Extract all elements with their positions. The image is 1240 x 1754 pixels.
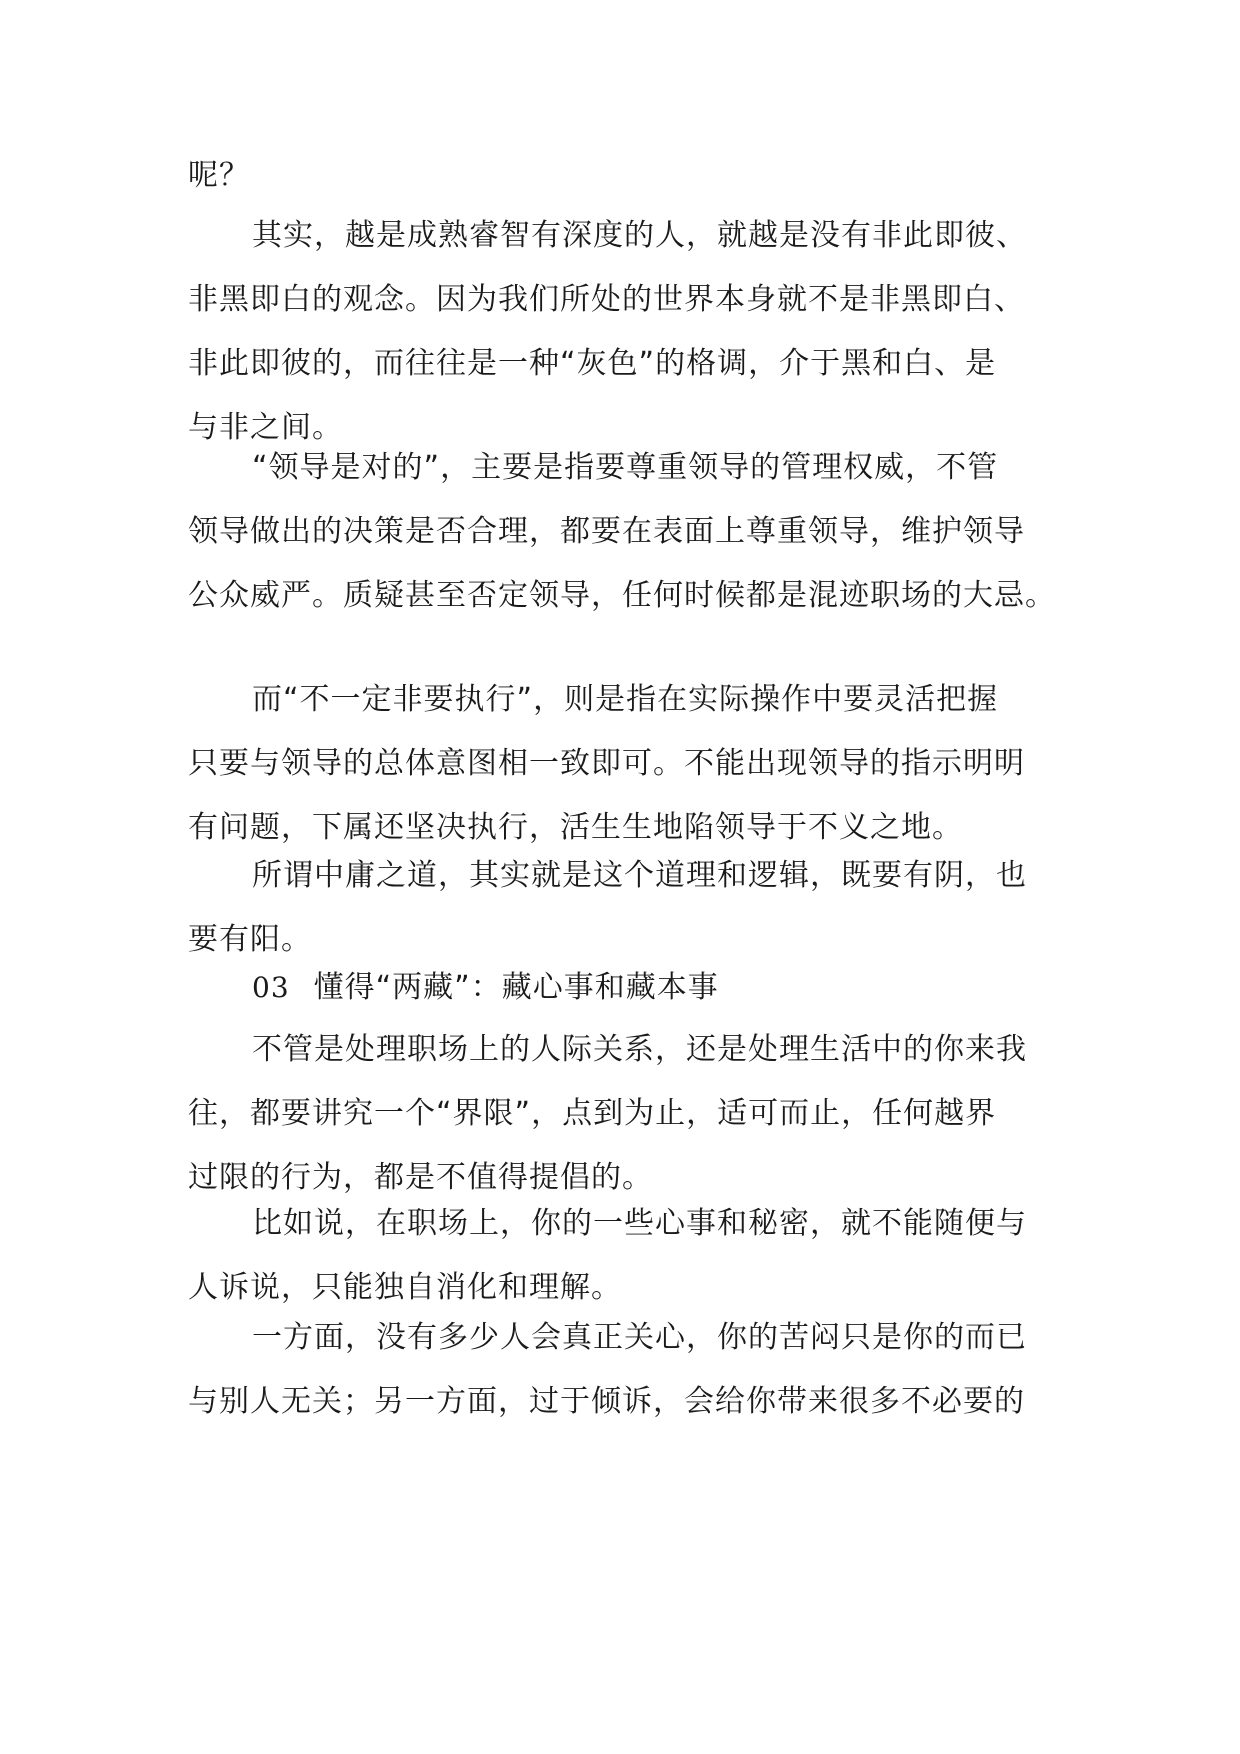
- paragraph-for-example: [188, 1192, 1068, 1320]
- text-line: 比如说，在职场上，你的一些心事和秘密，就不能随便与: [252, 1206, 1027, 1241]
- text-line: 不管是处理职场上的人际关系，还是处理生活中的你来我: [252, 1032, 1027, 1067]
- paragraph-continuation: [188, 144, 1068, 208]
- text-line: 过限的行为，都是不值得提倡的。: [188, 1160, 653, 1195]
- text-line: 其实，越是成熟睿智有深度的人，就越是没有非此即彼、: [252, 218, 1027, 253]
- paragraph-golden-mean: [188, 844, 1068, 972]
- text-line: 所谓中庸之道，其实就是这个道理和逻辑，既要有阴，也: [252, 858, 1027, 893]
- text-line: 与别人无关；另一方面，过于倾诉，会给你带来很多不必要的: [188, 1384, 1025, 1419]
- text-line: 往，都要讲究一个“界限”，点到为止，适可而止，任何越界: [188, 1096, 997, 1131]
- section-number: 03: [252, 971, 290, 1004]
- paragraph-not-necessarily-execute: [188, 668, 1068, 860]
- paragraph-leader-is-right: [188, 436, 1068, 628]
- text-line: 只要与领导的总体意图相一致即可。不能出现领导的指示明明: [188, 746, 1025, 781]
- text-line: 有问题，下属还坚决执行，活生生地陷领导于不义之地。: [188, 810, 963, 845]
- text-line: 非黑即白的观念。因为我们所处的世界本身就不是非黑即白、: [188, 282, 1025, 317]
- text-line: 领导做出的决策是否合理，都要在表面上尊重领导，维护领导: [188, 514, 1025, 549]
- text-line: 公众威严。质疑甚至否定领导，任何时候都是混迹职场的大忌。: [188, 578, 1056, 613]
- paragraph-on-one-hand: [188, 1306, 1068, 1434]
- text-line: 非此即彼的，而往往是一种“灰色”的格调，介于黑和白、是: [188, 346, 997, 381]
- section-title: 懂得“两藏”：藏心事和藏本事: [313, 970, 719, 1005]
- text-line: 而“不一定非要执行”，则是指在实际操作中要灵活把握: [252, 682, 999, 717]
- section-heading-line: [188, 956, 1068, 1020]
- section-heading: [188, 956, 1068, 1020]
- text-line: 一方面，没有多少人会真正关心，你的苦闷只是你的而已: [252, 1320, 1027, 1355]
- text-line: 人诉说，只能独自消化和理解。: [188, 1270, 622, 1305]
- text-line: 要有阳。: [188, 922, 312, 957]
- text-line: 与非之间。: [188, 410, 343, 445]
- text-line: 呢？: [188, 158, 250, 193]
- paragraph-boundaries: [188, 1018, 1068, 1210]
- text-line: “领导是对的”，主要是指要尊重领导的管理权威，不管: [252, 450, 999, 485]
- paragraph-mature-wisdom: [188, 204, 1068, 460]
